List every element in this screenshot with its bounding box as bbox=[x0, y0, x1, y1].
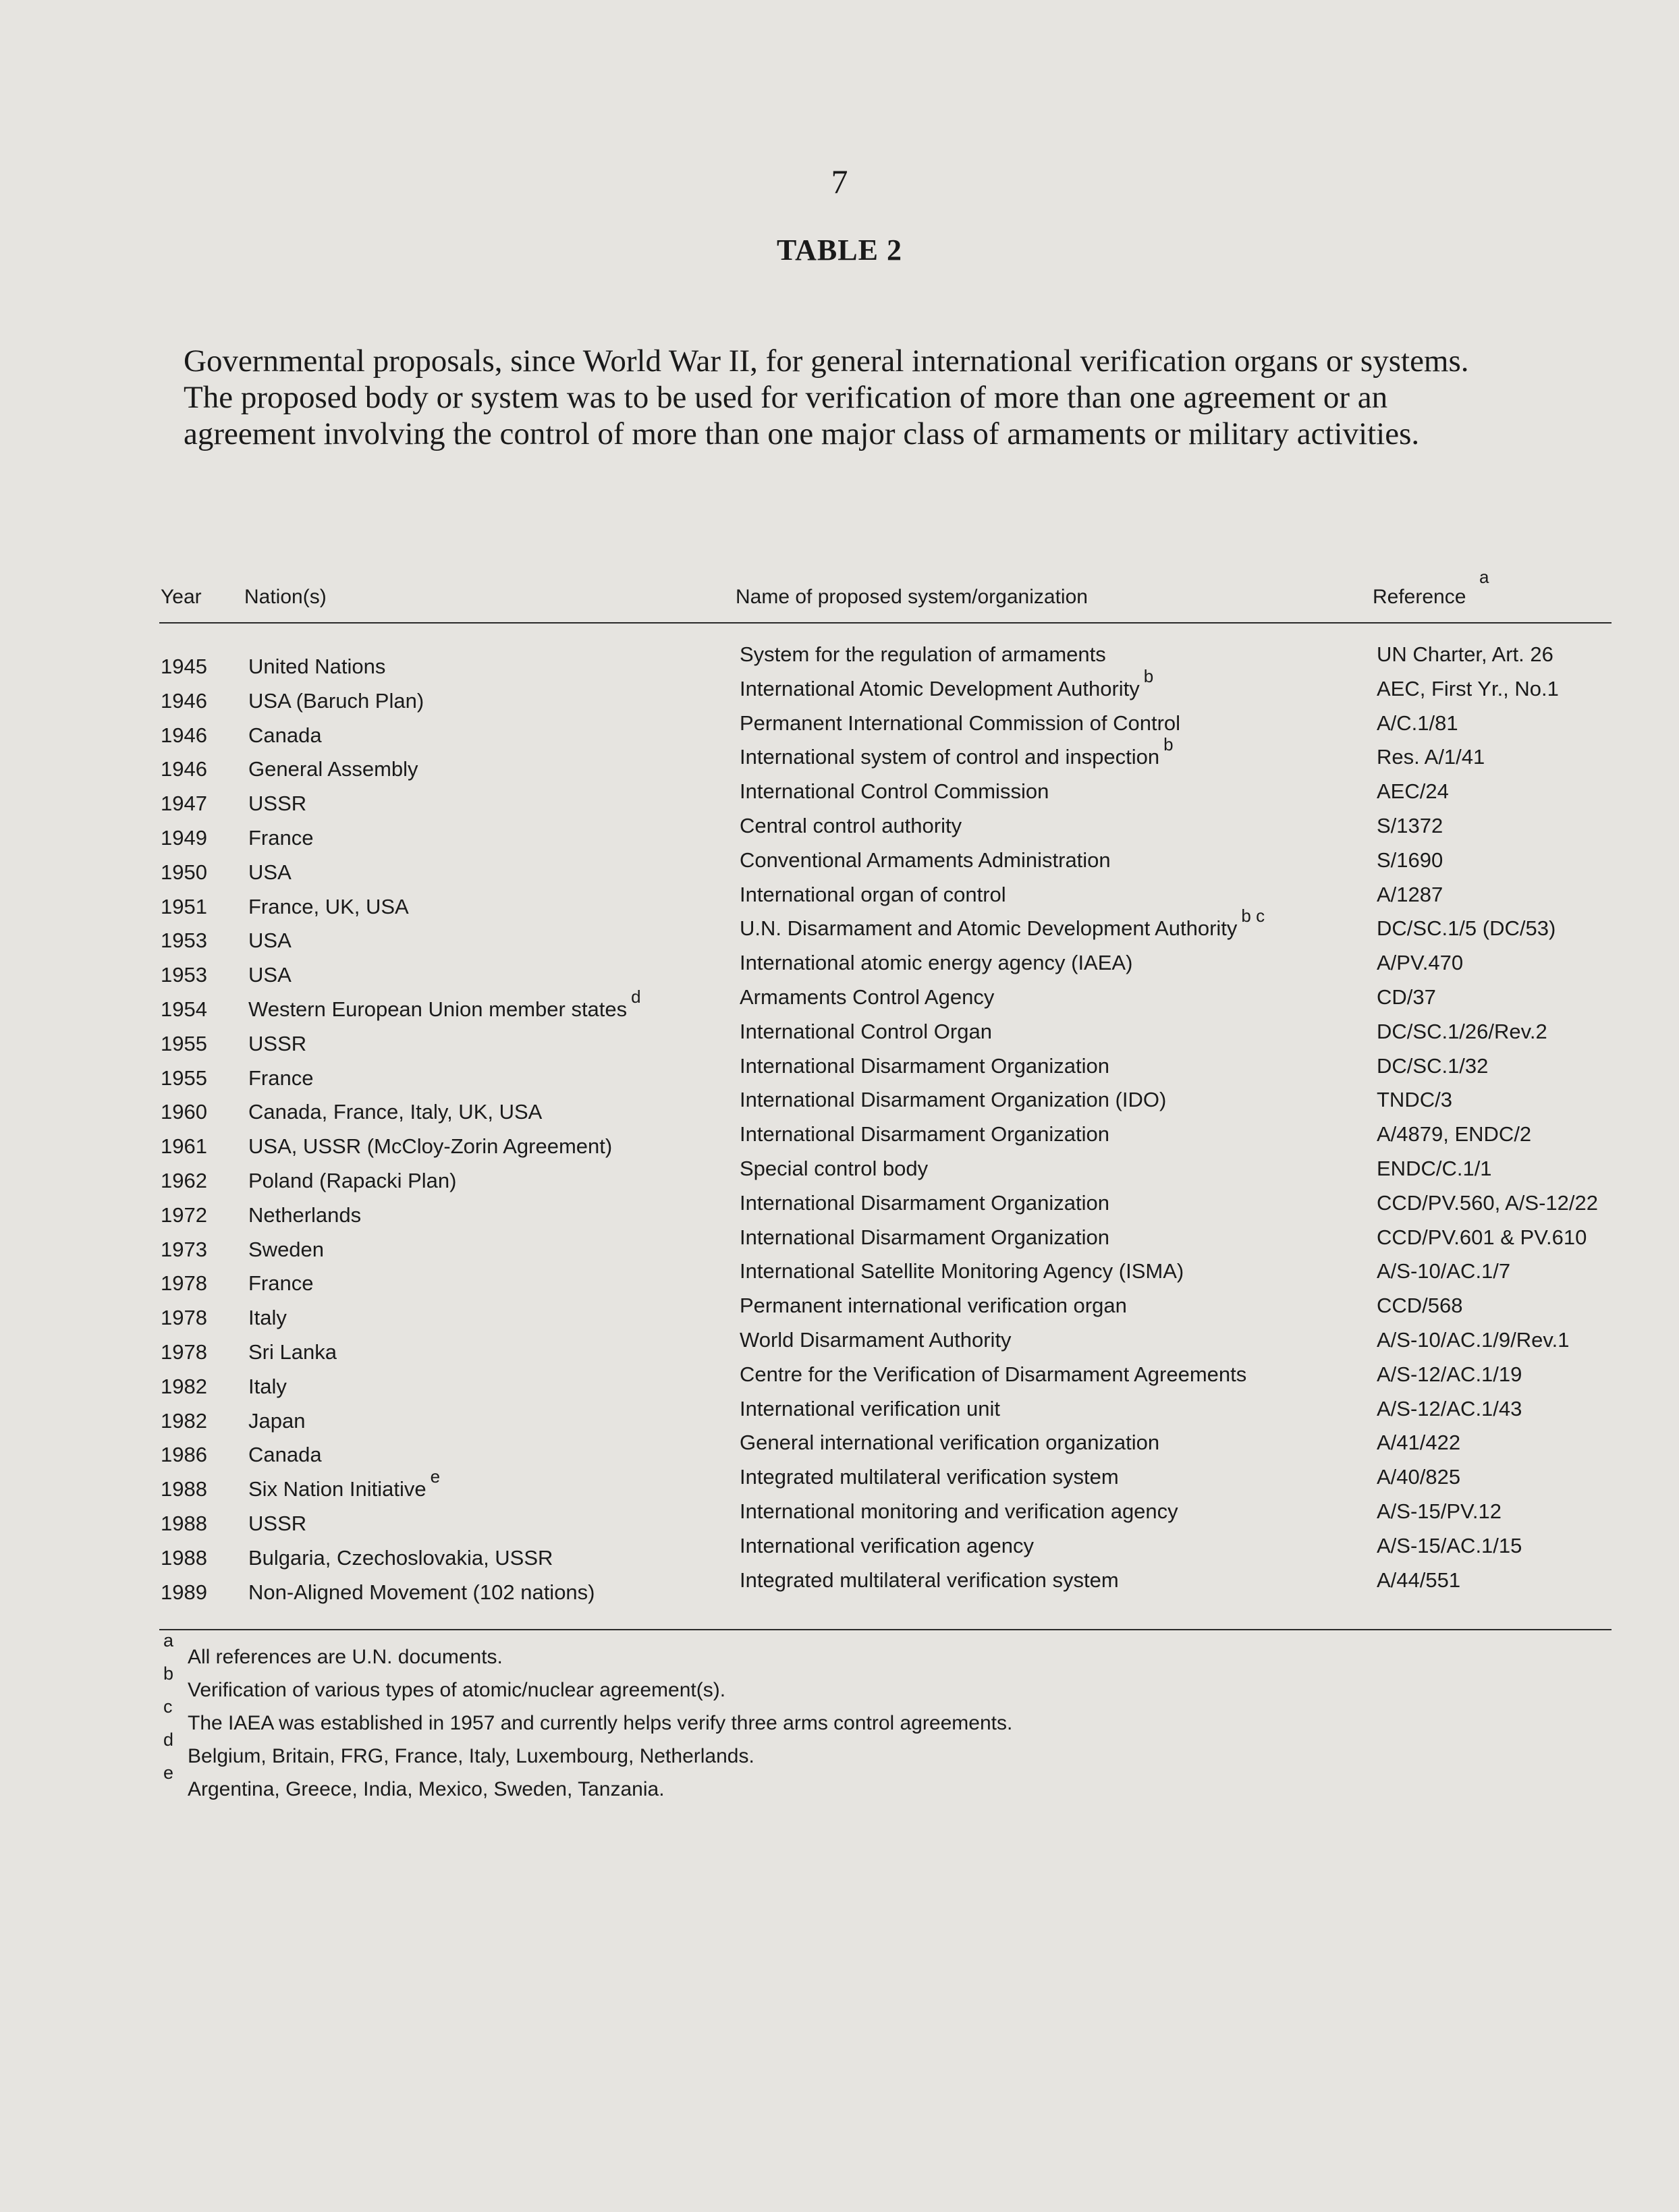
cell-system-name-text: System for the regulation of armaments bbox=[740, 642, 1106, 666]
footnote-mark: e bbox=[163, 1763, 174, 1783]
cell-system-name bbox=[740, 1294, 1127, 1318]
cell-system-name-text: International Satellite Monitoring Agency (ISMA) bbox=[740, 1259, 1184, 1283]
nation-footnote-mark: e bbox=[430, 1466, 441, 1487]
cell-nation-text: USA bbox=[248, 929, 292, 953]
cell-system-name-text: Central control authority bbox=[740, 813, 962, 837]
cell-year: 1946 bbox=[161, 688, 207, 713]
cell-nation bbox=[248, 895, 409, 919]
cell-year: 1982 bbox=[161, 1408, 207, 1433]
footnote-text: Argentina, Greece, India, Mexico, Sweden, Tanzania. bbox=[188, 1778, 665, 1800]
cell-reference: CD/37 bbox=[1377, 985, 1436, 1009]
cell-system-name bbox=[740, 779, 1049, 804]
cell-nation-text: Italy bbox=[248, 1306, 287, 1330]
cell-reference: CCD/PV.560, A/S-12/22 bbox=[1377, 1190, 1598, 1215]
cell-system-name bbox=[740, 814, 962, 838]
cell-nation bbox=[248, 1409, 305, 1433]
cell-year: 1961 bbox=[161, 1134, 207, 1159]
cell-year: 1947 bbox=[161, 792, 207, 816]
cell-year: 1946 bbox=[161, 723, 207, 747]
footnote bbox=[0, 1696, 1679, 1734]
cell-system-name bbox=[740, 1499, 1178, 1524]
cell-nation-text: United Nations bbox=[248, 655, 386, 678]
cell-system-name bbox=[740, 1225, 1109, 1250]
cell-system-name bbox=[740, 1122, 1109, 1146]
cell-nation-text: France bbox=[248, 825, 314, 850]
cell-nation bbox=[248, 1032, 306, 1056]
cell-nation-text: Canada, France, Italy, UK, USA bbox=[248, 1100, 543, 1124]
cell-reference: AEC/24 bbox=[1377, 779, 1449, 804]
table-row bbox=[0, 1499, 1679, 1534]
cell-system-name-text: International verification agency bbox=[740, 1533, 1034, 1557]
footnote bbox=[0, 1763, 1679, 1800]
cell-system-name-text: International monitoring and verification agency bbox=[740, 1499, 1178, 1523]
table-row bbox=[0, 1225, 1679, 1260]
cell-year: 1989 bbox=[161, 1580, 207, 1604]
cell-nation-text: Sri Lanka bbox=[248, 1339, 337, 1364]
cell-nation-text: Poland (Rapacki Plan) bbox=[248, 1168, 457, 1192]
cell-nation bbox=[248, 929, 292, 953]
cell-system-name bbox=[740, 1259, 1184, 1283]
table-row bbox=[0, 1054, 1679, 1088]
cell-nation bbox=[248, 1066, 313, 1090]
table-row bbox=[0, 1328, 1679, 1362]
cell-nation bbox=[248, 1100, 542, 1124]
cell-year: 1972 bbox=[161, 1202, 207, 1227]
cell-system-name-text: Centre for the Verification of Disarmament Agreements bbox=[740, 1362, 1247, 1386]
cell-nation bbox=[248, 1238, 324, 1262]
footnote-mark: c bbox=[163, 1696, 173, 1717]
table-header bbox=[0, 567, 1679, 613]
cell-year: 1949 bbox=[161, 825, 207, 850]
table-row bbox=[0, 711, 1679, 746]
table-title: TABLE 2 bbox=[777, 233, 902, 267]
cell-system-name bbox=[740, 1157, 928, 1181]
header-year: Year bbox=[161, 586, 202, 608]
cell-system-name bbox=[740, 1054, 1109, 1078]
table-row bbox=[0, 1259, 1679, 1294]
cell-reference: ENDC/C.1/1 bbox=[1377, 1156, 1492, 1180]
cell-system-name-text: International Disarmament Organization bbox=[740, 1225, 1109, 1249]
footnote-mark: d bbox=[163, 1730, 174, 1750]
cell-reference: A/S-15/PV.12 bbox=[1377, 1499, 1502, 1523]
cell-nation-text: USA bbox=[248, 963, 292, 987]
cell-system-name-text: International atomic energy agency (IAEA) bbox=[740, 951, 1133, 975]
cell-system-name-text: Integrated multilateral verification system bbox=[740, 1465, 1119, 1489]
cell-nation bbox=[248, 1306, 287, 1330]
cell-year: 1988 bbox=[161, 1477, 207, 1501]
table-row bbox=[0, 1568, 1679, 1603]
cell-system-name bbox=[740, 1362, 1246, 1387]
cell-year: 1955 bbox=[161, 1031, 207, 1055]
table-row bbox=[0, 848, 1679, 883]
cell-year: 1988 bbox=[161, 1545, 207, 1570]
table-row bbox=[0, 1294, 1679, 1328]
cell-reference: A/1287 bbox=[1377, 882, 1443, 906]
cell-system-name-text: Permanent international verification organ bbox=[740, 1294, 1127, 1318]
cell-nation bbox=[248, 655, 385, 679]
table-body bbox=[0, 642, 1679, 1602]
cell-reference: A/40/825 bbox=[1377, 1465, 1461, 1489]
cell-year: 1960 bbox=[161, 1100, 207, 1124]
page-number: 7 bbox=[831, 163, 848, 200]
cell-system-name bbox=[740, 906, 1265, 941]
name-footnote-mark: b bbox=[1163, 734, 1174, 755]
cell-system-name bbox=[740, 1088, 1166, 1112]
cell-nation-text: USA bbox=[248, 860, 292, 884]
cell-nation-text: Bulgaria, Czechoslovakia, USSR bbox=[248, 1545, 553, 1570]
cell-year: 1954 bbox=[161, 997, 207, 1021]
cell-reference: DC/SC.1/32 bbox=[1377, 1053, 1489, 1078]
cell-year: 1951 bbox=[161, 894, 207, 918]
cell-reference: AEC, First Yr., No.1 bbox=[1377, 676, 1559, 700]
cell-year: 1978 bbox=[161, 1306, 207, 1330]
cell-year: 1978 bbox=[161, 1271, 207, 1296]
cell-nation-text: General Assembly bbox=[248, 757, 418, 781]
cell-year: 1988 bbox=[161, 1511, 207, 1535]
cell-reference: DC/SC.1/26/Rev.2 bbox=[1377, 1019, 1547, 1043]
footnote-text: The IAEA was established in 1957 and currently helps verify three arms control agreements. bbox=[188, 1712, 1013, 1734]
cell-system-name bbox=[740, 985, 994, 1010]
cell-nation bbox=[248, 963, 292, 987]
table-row bbox=[0, 1191, 1679, 1225]
cell-system-name-text: International Disarmament Organization bbox=[740, 1190, 1109, 1215]
cell-system-name-text: International Disarmament Organization bbox=[740, 1122, 1109, 1146]
cell-system-name-text: U.N. Disarmament and Atomic Development Authority bbox=[740, 916, 1238, 941]
table-row bbox=[0, 1020, 1679, 1054]
cell-nation-text: Canada bbox=[248, 723, 322, 747]
table-caption: Governmental proposals, since World War II, for general international verification organs or systems. The proposed body or system was to be used for verification of more than one agreement or an agreement involving the control of more than one major class of armaments or military activities. bbox=[184, 343, 1469, 451]
cell-nation-text: Non-Aligned Movement (102 nations) bbox=[248, 1580, 595, 1604]
cell-system-name-text: Integrated multilateral verification system bbox=[740, 1568, 1119, 1592]
cell-nation bbox=[248, 1466, 441, 1501]
cell-system-name bbox=[740, 883, 1006, 907]
cell-nation bbox=[248, 1134, 612, 1159]
cell-nation bbox=[248, 1512, 306, 1536]
cell-system-name-text: International Control Commission bbox=[740, 779, 1049, 804]
cell-nation-text: Netherlands bbox=[248, 1202, 362, 1227]
nation-footnote-mark: d bbox=[631, 986, 641, 1007]
cell-reference: S/1372 bbox=[1377, 813, 1443, 837]
cell-year: 1973 bbox=[161, 1237, 207, 1261]
cell-reference: A/PV.470 bbox=[1377, 951, 1464, 975]
cell-nation-text: Six Nation Initiative bbox=[248, 1477, 426, 1501]
cell-nation-text: Italy bbox=[248, 1374, 287, 1398]
table-row bbox=[0, 642, 1679, 677]
cell-reference: Res. A/1/41 bbox=[1377, 745, 1485, 769]
cell-nation-text: USSR bbox=[248, 1031, 307, 1055]
cell-reference: A/S-10/AC.1/9/Rev.1 bbox=[1377, 1327, 1570, 1352]
table-row bbox=[0, 779, 1679, 814]
table-row bbox=[0, 1157, 1679, 1191]
footnote bbox=[0, 1730, 1679, 1767]
cell-nation-text: Western European Union member states bbox=[248, 997, 628, 1021]
table-row bbox=[0, 1465, 1679, 1499]
cell-year: 1953 bbox=[161, 929, 207, 953]
cell-year: 1982 bbox=[161, 1374, 207, 1398]
cell-nation bbox=[248, 723, 322, 748]
footnote-mark: b bbox=[163, 1663, 174, 1684]
table-row bbox=[0, 1431, 1679, 1465]
cell-system-name bbox=[740, 711, 1180, 736]
header-nation: Nation(s) bbox=[244, 586, 327, 608]
cell-reference: A/4879, ENDC/2 bbox=[1377, 1122, 1532, 1146]
cell-year: 1978 bbox=[161, 1339, 207, 1364]
footnotes bbox=[0, 1630, 1679, 1800]
cell-nation bbox=[248, 792, 306, 816]
cell-year: 1962 bbox=[161, 1168, 207, 1192]
cell-year: 1946 bbox=[161, 757, 207, 781]
cell-reference: DC/SC.1/5 (DC/53) bbox=[1377, 916, 1556, 941]
cell-nation bbox=[248, 1580, 595, 1605]
cell-nation-text: USSR bbox=[248, 792, 307, 816]
table-row bbox=[0, 1397, 1679, 1431]
cell-system-name-text: International Disarmament Organization bbox=[740, 1053, 1109, 1078]
cell-system-name-text: International Control Organ bbox=[740, 1019, 992, 1043]
cell-reference: UN Charter, Art. 26 bbox=[1377, 642, 1553, 666]
cell-nation bbox=[248, 986, 641, 1022]
cell-reference: A/C.1/81 bbox=[1377, 711, 1458, 735]
name-footnote-mark: b c bbox=[1241, 906, 1265, 927]
footnote-text: Belgium, Britain, FRG, France, Italy, Luxembourg, Netherlands. bbox=[188, 1745, 754, 1767]
table-row bbox=[0, 1534, 1679, 1568]
cell-reference: CCD/PV.601 & PV.610 bbox=[1377, 1225, 1587, 1249]
cell-reference: CCD/568 bbox=[1377, 1294, 1463, 1318]
cell-system-name-text: World Disarmament Authority bbox=[740, 1327, 1012, 1352]
footnote bbox=[0, 1630, 1679, 1668]
cell-nation-text: USA, USSR (McCloy-Zorin Agreement) bbox=[248, 1134, 613, 1159]
cell-nation-text: France, UK, USA bbox=[248, 894, 409, 918]
cell-nation bbox=[248, 1546, 553, 1570]
cell-system-name bbox=[740, 1568, 1119, 1593]
cell-system-name bbox=[740, 665, 1154, 701]
cell-system-name bbox=[740, 1191, 1109, 1215]
cell-nation bbox=[248, 1169, 456, 1193]
cell-reference: A/41/422 bbox=[1377, 1431, 1461, 1455]
cell-system-name bbox=[740, 734, 1174, 769]
footnote bbox=[0, 1663, 1679, 1701]
cell-system-name bbox=[740, 848, 1111, 873]
cell-system-name bbox=[740, 951, 1132, 975]
cell-year: 1955 bbox=[161, 1066, 207, 1090]
header-reference: Reference bbox=[1373, 586, 1466, 608]
cell-reference: A/S-10/AC.1/7 bbox=[1377, 1259, 1511, 1283]
cell-system-name-text: Armaments Control Agency bbox=[740, 985, 995, 1009]
cell-reference: A/S-15/AC.1/15 bbox=[1377, 1533, 1522, 1557]
cell-system-name bbox=[740, 1328, 1012, 1352]
table-row bbox=[0, 1088, 1679, 1122]
cell-reference: A/S-12/AC.1/43 bbox=[1377, 1396, 1522, 1420]
cell-year: 1986 bbox=[161, 1443, 207, 1467]
cell-nation-text: Canada bbox=[248, 1443, 322, 1467]
table-row bbox=[0, 814, 1679, 848]
header-rule bbox=[159, 622, 1612, 624]
name-footnote-mark: b bbox=[1143, 665, 1154, 686]
cell-system-name-text: Special control body bbox=[740, 1156, 929, 1180]
cell-system-name-text: International Atomic Development Authority bbox=[740, 676, 1140, 700]
cell-nation bbox=[248, 757, 418, 781]
header-reference-footnote-mark: a bbox=[1479, 567, 1489, 587]
cell-nation bbox=[248, 1443, 322, 1467]
cell-reference: A/S-12/AC.1/19 bbox=[1377, 1362, 1522, 1386]
cell-system-name-text: International organ of control bbox=[740, 882, 1006, 906]
cell-nation bbox=[248, 860, 292, 885]
cell-nation bbox=[248, 1375, 287, 1399]
cell-nation-text: France bbox=[248, 1066, 314, 1090]
table-row bbox=[0, 883, 1679, 917]
cell-nation bbox=[248, 1340, 337, 1364]
cell-system-name bbox=[740, 1397, 1000, 1421]
cell-nation-text: USA (Baruch Plan) bbox=[248, 688, 424, 713]
footnote-mark: a bbox=[163, 1630, 174, 1651]
cell-system-name-text: International system of control and inspection bbox=[740, 745, 1160, 769]
cell-year: 1950 bbox=[161, 860, 207, 884]
cell-system-name-text: International Disarmament Organization (IDO) bbox=[740, 1088, 1167, 1112]
cell-system-name-text: International verification unit bbox=[740, 1396, 1001, 1420]
cell-nation-text: Japan bbox=[248, 1408, 306, 1433]
table-row bbox=[0, 951, 1679, 985]
cell-nation bbox=[248, 689, 424, 713]
table-row bbox=[0, 1122, 1679, 1157]
table-row bbox=[0, 1362, 1679, 1397]
cell-nation bbox=[248, 826, 313, 850]
cell-nation-text: Sweden bbox=[248, 1237, 325, 1261]
cell-system-name-text: Permanent International Commission of Control bbox=[740, 711, 1181, 735]
cell-reference: S/1690 bbox=[1377, 848, 1443, 872]
cell-nation-text: USSR bbox=[248, 1511, 307, 1535]
cell-reference: TNDC/3 bbox=[1377, 1088, 1452, 1112]
header-name: Name of proposed system/organization bbox=[736, 586, 1088, 608]
cell-system-name bbox=[740, 1534, 1034, 1558]
cell-system-name bbox=[740, 1020, 992, 1044]
cell-system-name-text: General international verification organization bbox=[740, 1431, 1160, 1455]
cell-nation bbox=[248, 1271, 313, 1296]
table-row bbox=[0, 985, 1679, 1020]
cell-system-name bbox=[740, 1465, 1119, 1489]
cell-system-name bbox=[740, 642, 1106, 667]
footnote-text: All references are U.N. documents. bbox=[188, 1646, 503, 1668]
cell-nation-text: France bbox=[248, 1271, 314, 1296]
cell-system-name-text: Conventional Armaments Administration bbox=[740, 848, 1111, 872]
cell-year: 1953 bbox=[161, 963, 207, 987]
cell-system-name bbox=[740, 1431, 1159, 1455]
cell-reference: A/44/551 bbox=[1377, 1568, 1461, 1592]
footnote-text: Verification of various types of atomic/nuclear agreement(s). bbox=[188, 1679, 726, 1701]
cell-nation bbox=[248, 1203, 361, 1227]
cell-year: 1945 bbox=[161, 655, 207, 678]
